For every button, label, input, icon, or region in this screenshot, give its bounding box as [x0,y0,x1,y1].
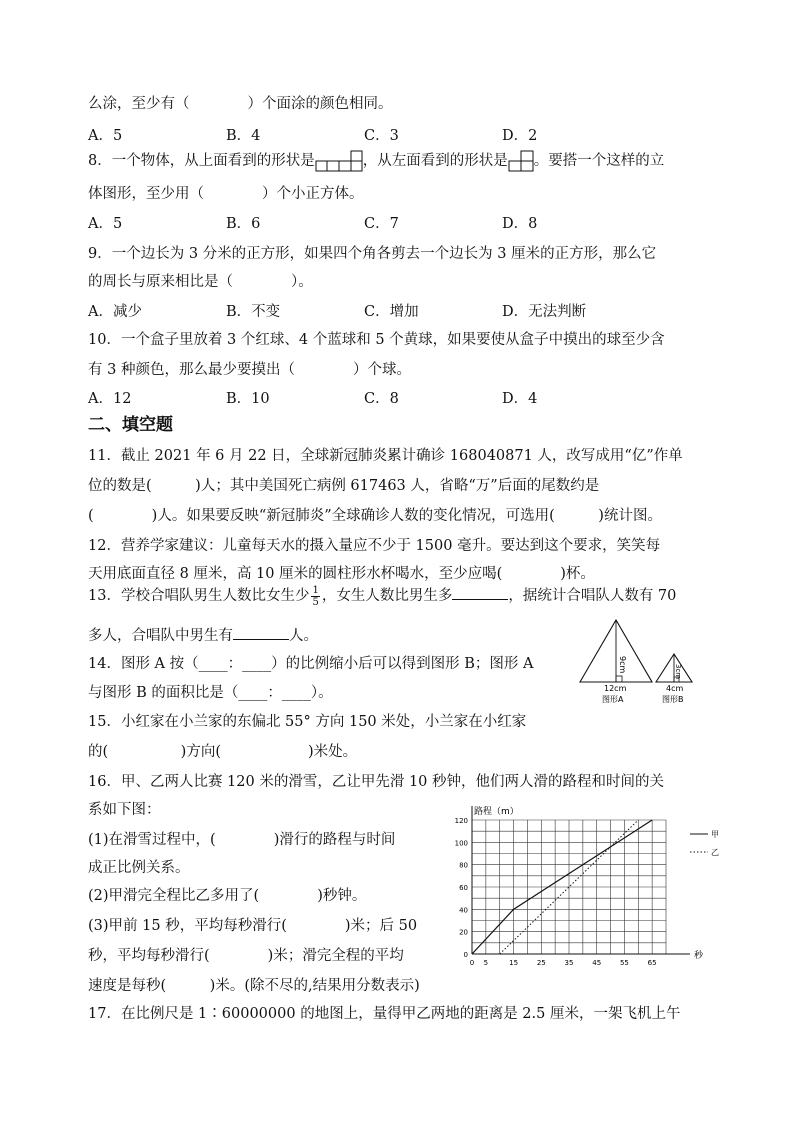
q13-line1 [88,584,676,608]
y-tick-label: 40 [459,906,468,915]
chart-grid [472,820,666,954]
chart-axes [472,805,704,961]
q14-line1: 14．图形 A 按（____：____）的比例缩小后可以得到图形 B；图形 A [88,656,534,672]
x-tick-label: 65 [647,959,657,967]
q11-line3: ( )人。如果要反映“新冠肺炎”全球确诊人数的变化情况，可选用( )统计图。 [88,508,662,524]
q7-line2: 么涂，至少有（ ）个面涂的颜色相同。 [88,96,393,112]
q9-option-d: D．无法判断 [502,304,587,320]
q8-option-b: B．6 [226,216,261,232]
q13-line2a: 多人，合唱队中男生有 [88,628,233,644]
q8-line1 [88,150,664,172]
q13-line2 [88,624,318,646]
q16-line1: 16．甲、乙两人比赛 120 米的滑雪，乙让甲先滑 10 秒钟，他们两人滑的路程和时间的关 [88,774,665,790]
q13-part1: 13．学校合唱队男生人数比女生少 [88,588,310,604]
y-tick-label: 20 [459,928,468,937]
q11-line1: 11．截止 2021 年 6 月 22 日，全球新冠肺炎累计确诊 168040871 人，改写成用“亿”作单 [88,448,683,464]
q7-option-a: A．5 [88,128,123,144]
q9-option-b: B．不变 [226,304,281,320]
x-tick-label: 5 [483,959,489,967]
y-tick-label: 0 [463,951,468,959]
x-tick-label: 0 [469,959,475,967]
chart-ticks [455,817,657,967]
q16-sub2: (2)甲滑完全程比乙多用了( )秒钟。 [88,888,367,904]
x-tick-label: 55 [619,959,629,967]
q8-part2: ，从左面看到的形状是 [362,153,508,169]
q9-option-c: C．增加 [364,304,419,320]
fraction-numerator: 1 [312,584,319,596]
q8-part1: 8．一个物体，从上面看到的形状是 [88,153,315,169]
x-axis-label: 秒 [694,951,704,961]
q10-option-c: C．8 [364,391,399,407]
x-tick-label: 45 [592,959,602,967]
q14-line2: 与图形 B 的面积比是（____：____）。 [88,685,333,701]
q13-part3: ，据统计合唱队人数有 70 [508,588,677,604]
q15-line2: 的( )方向( )米处。 [88,744,358,760]
q13-blank-1 [452,584,508,600]
chart-legend [690,830,719,857]
q16-sub3b: 秒，平均每秒滑行( )米；滑完全程的平均 [88,948,404,964]
x-tick-label: 25 [536,959,546,967]
left-view-figure [508,150,534,172]
legend-label-0: 甲 [711,830,719,839]
x-tick-label: 15 [509,959,519,967]
q16-sub1a: (1)在滑雪过程中，( )滑行的路程与时间 [88,832,396,848]
y-tick-label: 80 [459,861,468,870]
q7-option-d: D．2 [502,128,538,144]
q8-part3: 。要搭一个这样的立 [533,153,665,169]
fig-b-base-label: 4cm [666,684,684,693]
q10-line2: 有 3 种颜色，那么最少要摸出（ ）个球。 [88,362,411,378]
x-tick-label: 35 [564,959,574,967]
q9-line1: 9．一个边长为 3 分米的正方形，如果四个角各剪去一个边长为 3 厘米的正方形，那么它 [88,246,657,262]
q12-line1: 12．营养学家建议：儿童每天水的摄入量应不少于 1500 毫升。要达到这个要求，笑笑每 [88,538,661,554]
q8-option-d: D．8 [502,216,538,232]
q9-option-a: A．减少 [88,304,142,320]
q11-line2: 位的数是( )人；其中美国死亡病例 617463 人，省略“万”后面的尾数约是 [88,478,600,494]
q10-option-d: D．4 [502,391,538,407]
q13-blank-2 [233,624,289,640]
q15-line1: 15．小红家在小兰家的东偏北 55° 方向 150 米处，小兰家在小红家 [88,714,527,730]
fig-b-height-label: 3cm [674,664,682,680]
fig-a-height-label: 9cm [618,656,627,674]
q13-part2: ，女生人数比男生多 [321,588,453,604]
q10-option-a: A．12 [88,391,132,407]
distance-time-chart [448,800,719,970]
q10-option-b: B．10 [226,391,270,407]
fraction-denominator: 5 [312,596,319,608]
q8-line2: 体图形，至少用（ ）个小正方体。 [88,186,364,202]
q8-option-a: A．5 [88,216,123,232]
top-view-figure [315,150,363,172]
q16-sub1b: 成正比例关系。 [88,860,190,876]
q7-option-c: C．3 [364,128,399,144]
fig-b-name: 图形B [662,695,684,704]
q9-line2: 的周长与原来相比是（ ）。 [88,274,313,290]
q17-line1: 17．在比例尺是 1∶60000000 的地图上，量得甲乙两地的距离是 2.5 厘米，一架飞机上午 [88,1006,681,1022]
fig-a-base-label: 12cm [604,684,627,693]
fig-a-name: 图形A [602,695,624,704]
q16-sub3a: (3)甲前 15 秒，平均每秒滑行( )米；后 50 [88,918,418,934]
legend-label-1: 乙 [711,848,719,857]
q8-option-c: C．7 [364,216,399,232]
y-tick-label: 120 [454,817,468,825]
q12-line2: 天用底面直径 8 厘米，高 10 厘米的圆柱形水杯喝水，至少应喝( )杯。 [88,566,595,582]
y-tick-label: 100 [454,839,468,848]
section-heading-fill-in: 二、填空题 [88,415,173,435]
y-axis-label: 路程（m） [474,807,519,817]
q16-line2: 系如下图： [88,802,161,818]
q16-sub3c: 速度是每秒( )米。(除不尽的,结果用分数表示) [88,978,420,994]
q7-option-b: B．4 [226,128,261,144]
fraction-one-fifth [311,585,319,608]
q13-line2b: 人。 [289,628,318,644]
y-tick-label: 60 [459,884,468,892]
q10-line1: 10．一个盒子里放着 3 个红球、4 个蓝球和 5 个黄球，如果要使从盒子中摸出的球至少含 [88,332,665,348]
q14-triangle-figures [572,616,712,708]
